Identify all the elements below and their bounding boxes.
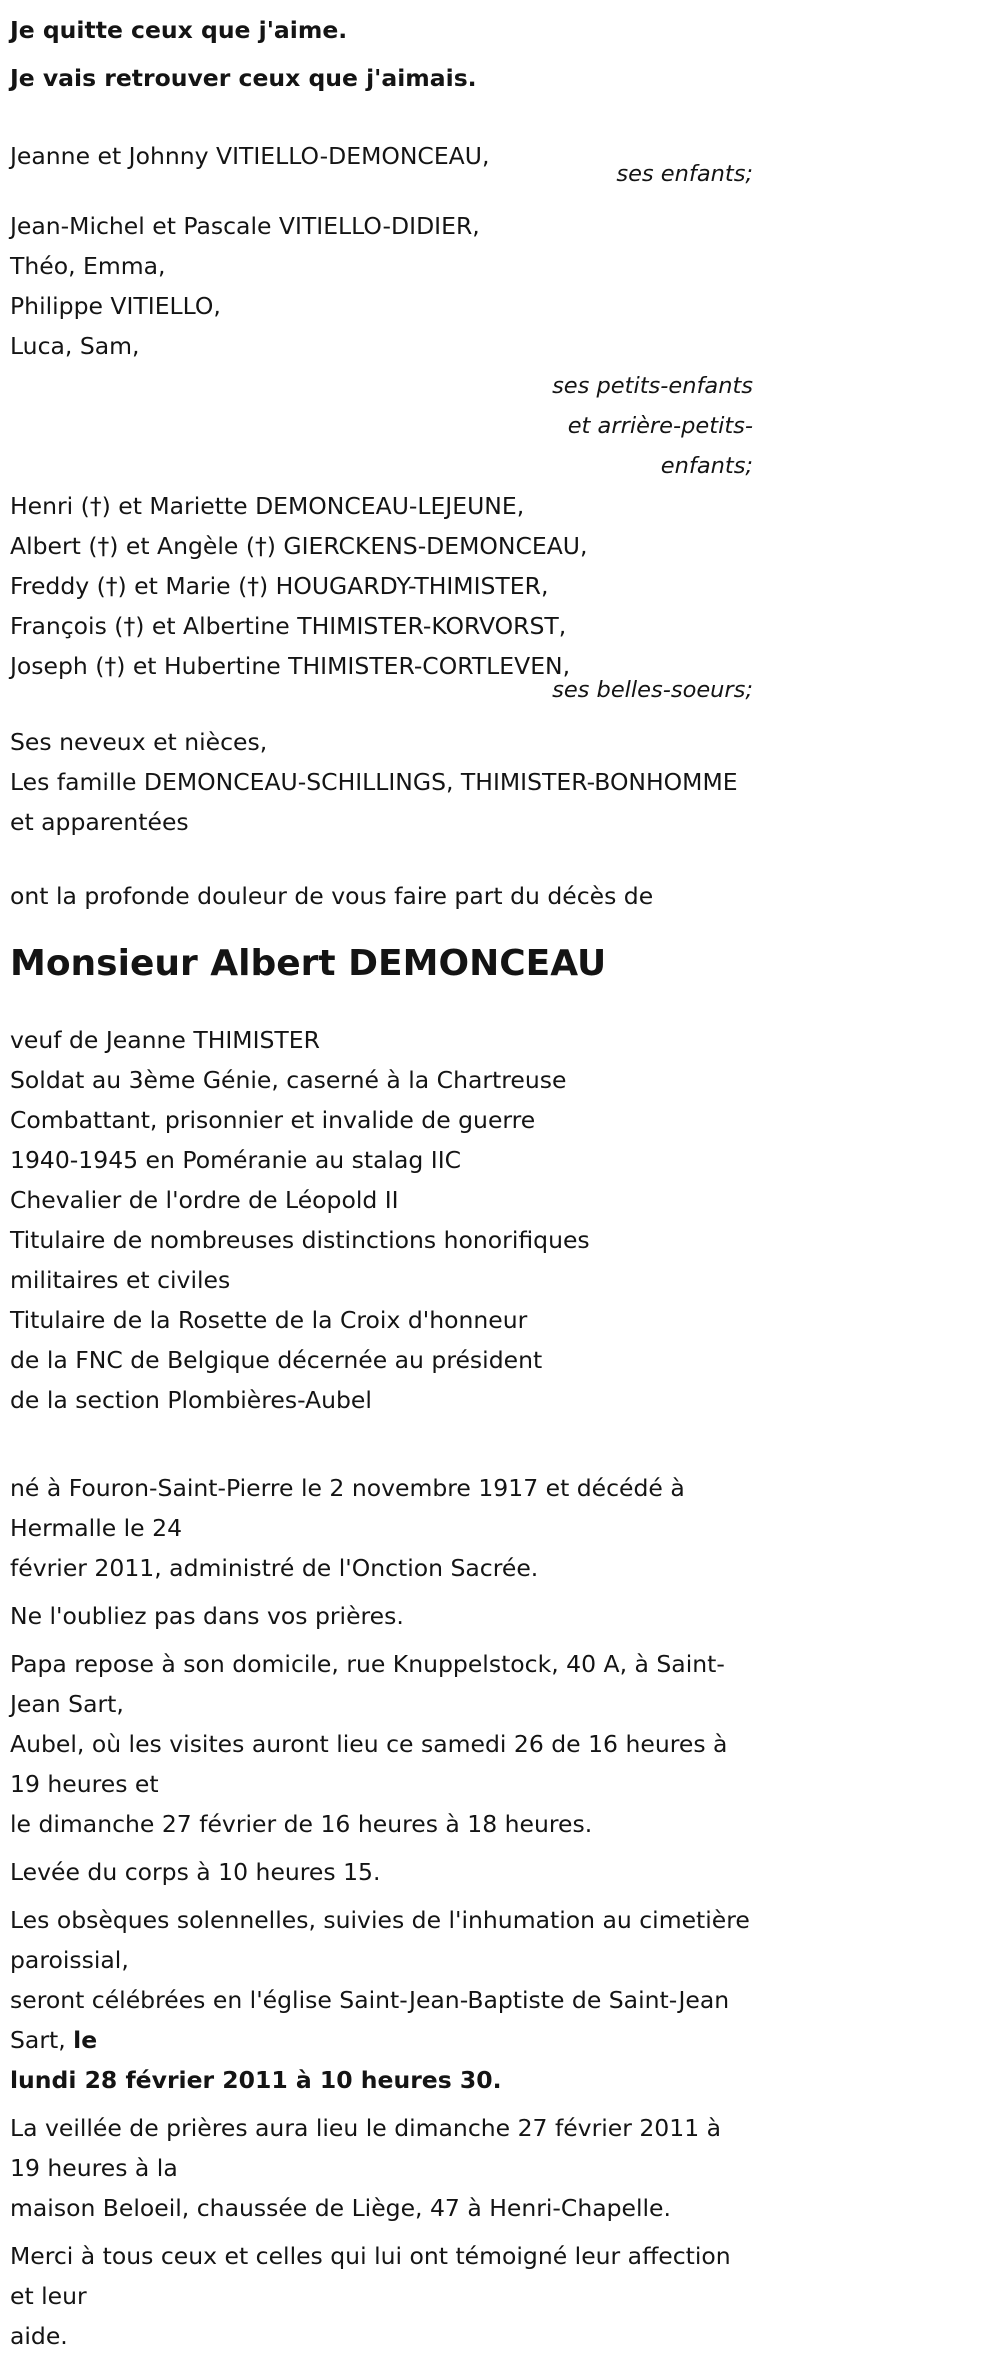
grandchildren-name: Luca, Sam, — [10, 332, 140, 360]
biography-line: Titulaire de la Rosette de la Croix d'honneur — [10, 1306, 528, 1334]
vigil-line: maison Beloeil, chaussée de Liège, 47 à Henri-Chapelle. — [10, 2194, 671, 2222]
birth-death-paragraph — [10, 1468, 750, 1588]
visits-paragraph — [10, 1644, 750, 1844]
biography-line: 1940-1945 en Poméranie au stalag IIC — [10, 1146, 462, 1174]
grandchildren-label-line: et arrière-petits- — [567, 413, 753, 439]
announcement-text: ont la profonde douleur de vous faire part du décès de — [10, 882, 654, 910]
funeral-date-bold: lundi 28 février 2011 à 10 heures 30. — [10, 2066, 502, 2094]
vigil-line: La veillée de prières aura lieu le dimanche 27 février 2011 à 19 heures à la — [10, 2114, 722, 2182]
birth-death-line: février 2011, administré de l'Onction Sacrée. — [10, 1554, 539, 1582]
deceased-name: Monsieur Albert DEMONCEAU — [10, 943, 607, 984]
thanks-paragraph — [10, 2236, 750, 2356]
visits-line: Papa repose à son domicile, rue Knuppelstock, 40 A, à Saint-Jean Sart, — [10, 1650, 725, 1718]
biography-line: militaires et civiles — [10, 1266, 231, 1294]
grandchildren-label-line: enfants; — [660, 453, 753, 479]
funeral-date-bold: le — [73, 2026, 98, 2054]
grandchildren-name: Théo, Emma, — [10, 252, 166, 280]
grandchildren-name: Philippe VITIELLO, — [10, 292, 221, 320]
biography — [10, 1020, 765, 1420]
epigraph-line-1: Je quitte ceux que j'aime. — [10, 16, 348, 44]
other-relatives — [10, 722, 765, 842]
prayer-paragraph: Ne l'oubliez pas dans vos prières. — [10, 1602, 404, 1630]
grandchildren-name: Jean-Michel et Pascale VITIELLO-DIDIER, — [10, 212, 480, 240]
sister-in-law-name: François (†) et Albertine THIMISTER-KORVORST, — [10, 612, 567, 640]
relatives-line: Ses neveux et nièces, — [10, 728, 268, 756]
visits-line: Aubel, où les visites auront lieu ce samedi 26 de 16 heures à 19 heures et — [10, 1730, 728, 1798]
sister-in-law-name: Joseph (†) et Hubertine THIMISTER-CORTLEVEN, — [10, 652, 571, 680]
funeral-text: seront célébrées en l'église Saint-Jean-Baptiste de Saint-Jean Sart, — [10, 1986, 730, 2054]
sisters-in-law-label: ses belles-soeurs; — [552, 677, 753, 703]
funeral-paragraph — [10, 1900, 750, 2100]
sisters-in-law-list — [10, 486, 765, 686]
sister-in-law-name: Albert (†) et Angèle (†) GIERCKENS-DEMONCEAU, — [10, 532, 588, 560]
biography-line: de la section Plombières-Aubel — [10, 1386, 372, 1414]
funeral-line — [10, 1980, 750, 2060]
grandchildren-list — [10, 206, 765, 366]
biography-line: de la FNC de Belgique décernée au président — [10, 1346, 543, 1374]
biography-line: Titulaire de nombreuses distinctions honorifiques — [10, 1226, 590, 1254]
relatives-line: Les famille DEMONCEAU-SCHILLINGS, THIMISTER-BONHOMME — [10, 768, 738, 796]
funeral-line: Les obsèques solennelles, suivies de l'inhumation au cimetière paroissial, — [10, 1906, 750, 1974]
vigil-paragraph — [10, 2108, 750, 2228]
grandchildren-label-line: ses petits-enfants — [552, 373, 753, 399]
biography-line: Combattant, prisonnier et invalide de guerre — [10, 1106, 536, 1134]
visits-line: le dimanche 27 février de 16 heures à 18 heures. — [10, 1810, 593, 1838]
children-label: ses enfants; — [616, 161, 753, 187]
sister-in-law-name: Freddy (†) et Marie (†) HOUGARDY-THIMISTER, — [10, 572, 549, 600]
epigraph-line-2: Je vais retrouver ceux que j'aimais. — [10, 64, 477, 92]
thanks-line: Merci à tous ceux et celles qui lui ont témoigné leur affection et leur — [10, 2242, 731, 2310]
relatives-line: et apparentées — [10, 808, 189, 836]
thanks-line: aide. — [10, 2322, 68, 2350]
biography-line: veuf de Jeanne THIMISTER — [10, 1026, 320, 1054]
biography-line: Soldat au 3ème Génie, caserné à la Chartreuse — [10, 1066, 567, 1094]
children-names: Jeanne et Johnny VITIELLO-DEMONCEAU, — [10, 142, 490, 170]
levee-paragraph: Levée du corps à 10 heures 15. — [10, 1858, 381, 1886]
birth-death-line: né à Fouron-Saint-Pierre le 2 novembre 1917 et décédé à Hermalle le 24 — [10, 1474, 685, 1542]
biography-line: Chevalier de l'ordre de Léopold II — [10, 1186, 399, 1214]
sister-in-law-name: Henri (†) et Mariette DEMONCEAU-LEJEUNE, — [10, 492, 525, 520]
grandchildren-label — [10, 366, 765, 486]
